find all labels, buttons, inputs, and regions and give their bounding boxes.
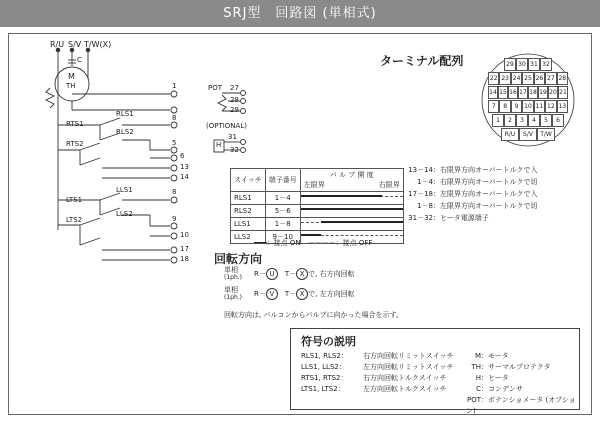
- terminal-grid: [488, 58, 568, 142]
- terminal-cell: 5: [540, 114, 552, 127]
- terminal-cell: 15: [498, 86, 508, 99]
- motor-label: M: [68, 72, 75, 81]
- terminal-cell: 23: [499, 72, 510, 85]
- terminal-num: 14: [180, 173, 189, 181]
- symbol-desc: 左方向回転トルクスイッチ: [363, 385, 447, 393]
- valve-bar-on: [321, 221, 403, 223]
- terminal-num: 17: [180, 245, 189, 253]
- valve-header-cell: スイッチ: [231, 169, 266, 192]
- terminal-cell: 31: [528, 58, 540, 71]
- rotation-b: T－: [277, 290, 297, 298]
- terminal-cell: 1: [492, 114, 504, 127]
- switch-label-lts2: LTS2: [66, 216, 83, 224]
- symbol-code: C：: [476, 385, 488, 393]
- rotation-text: で, 左方向回転: [308, 290, 355, 298]
- terminal-row: [488, 86, 568, 99]
- rotation-phase: 単相: [224, 266, 238, 274]
- symbol-row: [466, 384, 579, 395]
- optional-label: (OPTIONAL): [206, 122, 247, 130]
- terminal-cell: 9: [511, 100, 522, 113]
- valve-row: [231, 205, 404, 218]
- switch-label-rls2: RLS2: [116, 128, 134, 136]
- note-pair: 17－18：: [408, 190, 440, 198]
- terminal-num: 18: [180, 255, 189, 263]
- terminal-cell: 29: [504, 58, 516, 71]
- rotation-a: R－: [254, 270, 266, 278]
- valve-terminal: 1－4: [265, 192, 300, 205]
- note-desc: 右限界方向オーバートルクで入: [440, 166, 538, 174]
- valve-table: [230, 168, 404, 244]
- terminal-cell: 19: [538, 86, 548, 99]
- terminal-cell: 26: [534, 72, 545, 85]
- terminal-cell: 2: [504, 114, 516, 127]
- terminal-cell: 11: [534, 100, 545, 113]
- terminal-cell: 12: [545, 100, 556, 113]
- switch-label-rts1: RTS1: [66, 120, 84, 128]
- rotation-phase-sub: (1ph.): [224, 294, 243, 301]
- terminal-num: 8: [172, 188, 177, 196]
- heater-label: H: [216, 141, 222, 149]
- terminal-num: 1: [172, 82, 177, 90]
- symbol-code: LLS1, LLS2：: [301, 363, 346, 371]
- terminal-cell: 20: [548, 86, 558, 99]
- terminal-cell: S/V: [519, 128, 537, 141]
- symbol-code: RLS1, RLS2：: [301, 352, 348, 360]
- pot-terminal: 28: [230, 96, 239, 104]
- terminal-row: [488, 100, 568, 113]
- terminal-cell: 22: [488, 72, 499, 85]
- valve-open-label: バ ル ブ 開 度: [329, 171, 374, 179]
- terminal-cell: 10: [522, 100, 533, 113]
- symbols-right: [466, 351, 579, 417]
- terminal-note: [404, 188, 538, 200]
- pot-label: POT: [208, 84, 223, 92]
- heater-terminal: 32: [230, 146, 239, 154]
- valve-legend: ━━━：接点 ON －－－－：接点 OFF: [254, 239, 373, 247]
- symbol-code: H：: [475, 374, 488, 382]
- valve-row: [231, 218, 404, 231]
- terminal-cell: R/U: [501, 128, 519, 141]
- rotation-b: T－: [277, 270, 297, 278]
- note-pair: 13－14：: [408, 166, 440, 174]
- rotation-phase-sub: (1ph.): [224, 274, 243, 281]
- supply-label-ru: R/U: [50, 40, 65, 49]
- terminal-cell: 6: [552, 114, 564, 127]
- note-pair: 1－4：: [417, 178, 440, 186]
- terminal-note: [404, 200, 538, 212]
- symbol-desc: サーマルプロテクタ: [488, 363, 551, 371]
- rotation-row: [224, 266, 355, 282]
- valve-terminal: 5－6: [265, 205, 300, 218]
- rotation-b-circle: X: [296, 268, 308, 280]
- valve-bar: [300, 218, 403, 231]
- rotation-title: 回転方向: [214, 252, 263, 266]
- terminal-num: 9: [172, 215, 177, 223]
- terminal-note: [404, 164, 538, 176]
- valve-bar-on: [301, 208, 403, 210]
- terminal-cell: 16: [508, 86, 518, 99]
- switch-label-rts2: RTS2: [66, 140, 84, 148]
- symbol-desc: 右方向回転リミットスイッチ: [363, 352, 454, 360]
- terminal-cell: 24: [511, 72, 522, 85]
- symbol-code: M：: [474, 352, 488, 360]
- valve-bar: [300, 205, 403, 218]
- symbol-code: POT：: [466, 396, 488, 404]
- terminal-cell: 25: [522, 72, 533, 85]
- terminal-num: 6: [180, 152, 185, 160]
- valve-bar: [300, 192, 403, 205]
- left-limit-label: 左限界: [303, 181, 325, 189]
- note-pair: 1－8：: [417, 202, 440, 210]
- symbols-title: 符号の説明: [301, 335, 356, 348]
- note-desc: ヒータ電源端子: [440, 214, 489, 222]
- valve-table-grid: [230, 168, 404, 244]
- terminal-row: [488, 58, 568, 71]
- terminal-cell: 27: [545, 72, 556, 85]
- symbol-code: LTS1, LTS2：: [301, 385, 345, 393]
- symbol-row: [301, 362, 454, 373]
- symbol-row: [301, 384, 454, 395]
- header-title: SRJ型 回路図 (単相式): [223, 6, 377, 21]
- right-limit-label: 右限界: [378, 181, 400, 189]
- switch-label-lts1: LTS1: [66, 196, 83, 204]
- terminal-note: [404, 176, 538, 188]
- valve-terminal: 9－10: [265, 231, 300, 244]
- terminal-cell: 8: [499, 100, 510, 113]
- switch-label-rls1: RLS1: [116, 110, 134, 118]
- switch-label-lls1: LLS1: [116, 186, 133, 194]
- rotation-note: 回転方向は, バルコンからバルブに向かった場合を示す。: [224, 311, 403, 319]
- note-desc: 左限界方向オーバートルクで切: [440, 202, 538, 210]
- supply-label-tw: T/W(X): [84, 40, 112, 49]
- terminal-num: 13: [180, 163, 189, 171]
- symbol-row: [466, 351, 579, 362]
- terminal-cell: 32: [540, 58, 552, 71]
- terminal-num: 8: [172, 114, 177, 122]
- terminal-cell: 28: [557, 72, 568, 85]
- symbol-desc: ポテンショメータ (オプション): [466, 396, 576, 415]
- terminal-row: [488, 72, 568, 85]
- terminal-cell: 14: [488, 86, 498, 99]
- terminal-note: [404, 212, 538, 224]
- valve-bar-on: [301, 195, 383, 197]
- pot-terminal: 27: [230, 84, 239, 92]
- symbol-row: [466, 395, 579, 417]
- pot-terminal: 29: [230, 106, 239, 114]
- rotation-a: R－: [254, 290, 266, 298]
- terminal-notes: [404, 164, 538, 224]
- symbol-desc: モータ: [488, 352, 509, 360]
- note-desc: 左限界方向オーバートルクで入: [440, 190, 538, 198]
- terminal-row: [488, 114, 568, 127]
- symbols-box: [290, 328, 580, 415]
- symbol-desc: コンデンサ: [488, 385, 523, 393]
- rotation-a-circle: V: [266, 288, 278, 300]
- symbol-code: TH：: [471, 363, 488, 371]
- symbol-row: [301, 351, 454, 362]
- terminal-row: [488, 128, 568, 141]
- terminal-cell: 13: [557, 100, 568, 113]
- valve-bar-on: [301, 234, 321, 236]
- thermal-label: TH: [66, 82, 76, 90]
- terminal-title: ターミナル配列: [380, 54, 464, 68]
- rotation-a-circle: U: [266, 268, 278, 280]
- symbol-row: [301, 373, 454, 384]
- rotation-b-circle: X: [296, 288, 308, 300]
- note-desc: 右限界方向オーバートルクで切: [440, 178, 538, 186]
- rotation-row: [224, 286, 355, 302]
- terminal-num: 5: [172, 139, 177, 147]
- symbols-left: [301, 351, 454, 395]
- valve-switch: RLS2: [231, 205, 266, 218]
- valve-terminal: 1－8: [265, 218, 300, 231]
- terminal-cell: 7: [488, 100, 499, 113]
- valve-row: [231, 192, 404, 205]
- valve-switch: LLS1: [231, 218, 266, 231]
- valve-switch: LLS2: [231, 231, 266, 244]
- terminal-num: 10: [180, 231, 189, 239]
- terminal-cell: 17: [518, 86, 528, 99]
- symbol-desc: ヒータ: [488, 374, 509, 382]
- switch-label-lls2: LLS2: [116, 210, 133, 218]
- valve-limits: [304, 180, 400, 190]
- terminal-cell: 4: [528, 114, 540, 127]
- symbol-desc: 右方向回転トルクスイッチ: [363, 374, 447, 382]
- symbol-code: RTS1, RTS2：: [301, 374, 348, 382]
- capacitor-label: C: [77, 56, 82, 64]
- rotation-label: [224, 266, 250, 282]
- note-pair: 31－32：: [408, 214, 440, 222]
- valve-switch: RLS1: [231, 192, 266, 205]
- rotation-text: で, 右方向回転: [308, 270, 355, 278]
- heater-terminal: 31: [228, 133, 237, 141]
- terminal-cell: 30: [516, 58, 528, 71]
- valve-header-row: [231, 169, 404, 192]
- valve-header-cell: 端子番号: [265, 169, 300, 192]
- terminal-cell: 18: [528, 86, 538, 99]
- rotation-phase: 単相: [224, 286, 238, 294]
- rotation-rows: [224, 266, 355, 306]
- symbol-desc: 左方向回転リミットスイッチ: [363, 363, 454, 371]
- symbol-row: [466, 373, 579, 384]
- terminal-cell: T/W: [537, 128, 555, 141]
- terminal-cell: 21: [558, 86, 568, 99]
- rotation-label: [224, 286, 250, 302]
- symbol-row: [466, 362, 579, 373]
- supply-label-sv: S/V: [68, 40, 82, 49]
- terminal-cell: 3: [516, 114, 528, 127]
- valve-header-cell: [300, 169, 403, 192]
